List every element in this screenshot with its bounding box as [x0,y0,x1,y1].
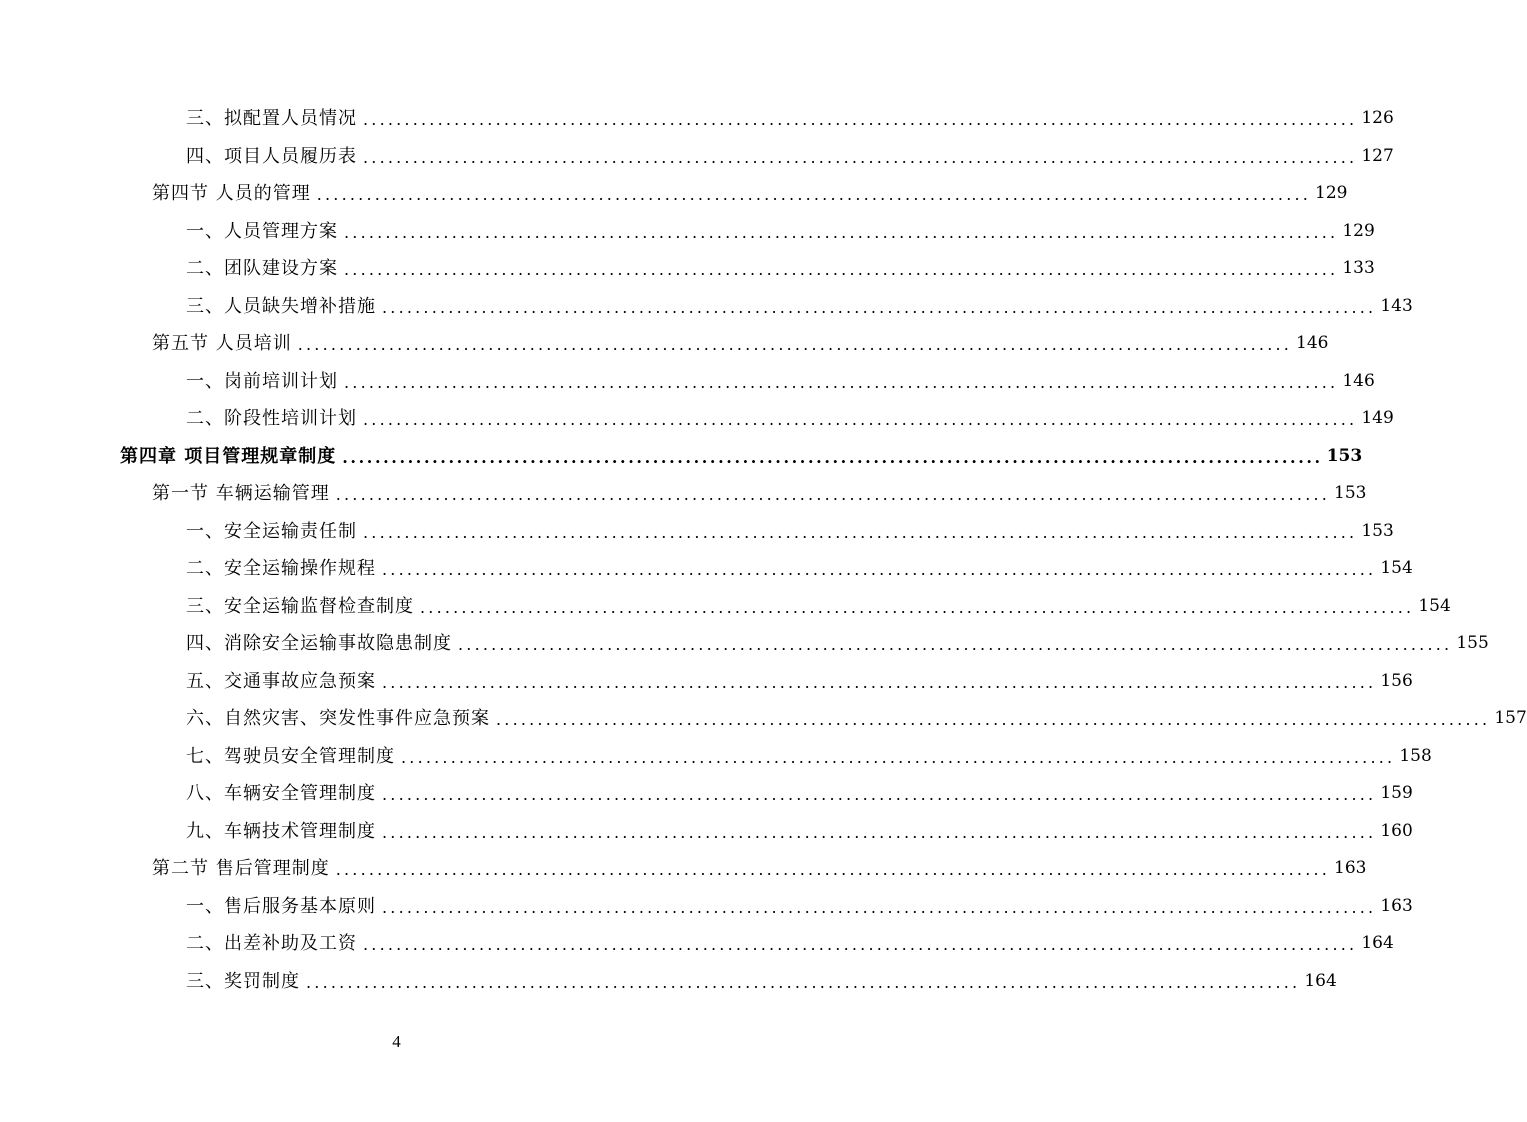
toc-entry-page: 133 [1342,258,1375,278]
toc-entry-title: 一、人员管理方案 [186,220,338,242]
toc-dot-leader: ........................................................................................................................ [297,335,1293,354]
toc-dot-leader: ........................................................................................................................ [363,522,1358,542]
toc-dot-leader: ........................................................................................................................ [382,672,1377,692]
toc-entry[interactable] [186,963,1337,1000]
toc-entry-page: 159 [1380,783,1413,803]
toc-entry-title: 六、自然灾害、突发性事件应急预案 [186,708,490,729]
toc-entry-title: 二、团队建设方案 [186,258,338,279]
toc-entry[interactable] [152,850,1367,887]
toc-entry-page: 153 [1334,483,1367,503]
toc-chapter-entry[interactable] [120,438,1363,475]
toc-entry-page: 143 [1380,295,1413,316]
toc-entry-title: 五、交通事故应急预案 [186,670,376,692]
toc-entry-page: 129 [1315,183,1348,203]
toc-entry-page: 154 [1380,558,1413,578]
toc-entry[interactable] [186,250,1375,287]
page-number: 4 [392,1032,401,1051]
toc-entry-title: 九、车辆技术管理制度 [186,820,376,842]
toc-dot-leader: ........................................................................................................................ [382,560,1377,579]
toc-dot-leader: ........................................................................................................................ [363,410,1358,429]
toc-dot-leader: ........................................................................................................................ [363,935,1358,954]
toc-entry-title: 四、项目人员履历表 [186,145,357,167]
toc-entry[interactable] [186,775,1413,812]
toc-entry-title: 三、奖罚制度 [186,970,300,992]
toc-entry-page: 155 [1456,633,1489,653]
toc-entry-title: 一、岗前培训计划 [186,370,338,392]
toc-dot-leader: ........................................................................................................................ [342,447,1323,467]
toc-entry-page: 146 [1296,333,1329,353]
toc-entry[interactable] [152,175,1348,212]
toc-entry-title: 二、阶段性培训计划 [186,408,357,429]
toc-entry[interactable] [186,138,1394,175]
toc-entry[interactable] [186,625,1489,662]
toc-dot-leader: ........................................................................................................................ [335,485,1331,504]
toc-entry-page: 158 [1399,745,1432,766]
toc-entry[interactable] [152,475,1367,512]
toc-entry[interactable] [186,100,1394,137]
toc-entry-page: 146 [1342,370,1375,391]
toc-entry[interactable] [186,400,1394,437]
toc-entry-page: 160 [1380,820,1413,841]
toc-dot-leader: ........................................................................................................................ [458,635,1453,654]
toc-dot-leader: ........................................................................................................................ [344,372,1339,392]
toc-entry[interactable] [186,550,1413,587]
toc-dot-leader: ........................................................................................................................ [344,260,1339,279]
toc-entry[interactable] [186,588,1451,625]
toc-entry-title: 一、安全运输责任制 [186,520,357,542]
toc-entry-title: 第一节 车辆运输管理 [152,483,330,504]
toc-entry-page: 163 [1380,895,1413,916]
toc-dot-leader: ........................................................................................................................ [496,710,1491,729]
toc-entry-title: 三、安全运输监督检查制度 [186,595,414,617]
toc-entry-page: 154 [1418,595,1451,616]
toc-entry-title: 第五节 人员培训 [152,333,292,354]
toc-entry-page: 153 [1361,520,1394,541]
toc-entry-title: 七、驾驶员安全管理制度 [186,745,395,767]
toc-entry[interactable] [152,325,1329,362]
toc-dot-leader: ........................................................................................................................ [344,222,1339,242]
toc-entry-title: 一、售后服务基本原则 [186,895,376,917]
toc-dot-leader: ........................................................................................................................ [335,860,1331,879]
toc-entry-page: 163 [1334,858,1367,878]
toc-entry[interactable] [186,813,1413,850]
toc-entry[interactable] [186,925,1394,962]
toc-dot-leader: ........................................................................................................................ [316,185,1312,204]
toc-entry-title: 八、车辆安全管理制度 [186,783,376,804]
toc-entry-title: 二、出差补助及工资 [186,933,357,954]
toc-entry[interactable] [186,700,1527,737]
toc-entry[interactable] [186,663,1413,700]
toc-entry[interactable] [186,288,1413,325]
toc-entry-page: 149 [1361,408,1394,428]
toc-entry[interactable] [186,738,1432,775]
toc-dot-leader: ........................................................................................................................ [382,822,1377,842]
toc-entry-title: 三、人员缺失增补措施 [186,295,376,317]
toc-dot-leader: ........................................................................................................................ [306,972,1301,992]
toc-entry-title: 第四章 项目管理规章制度 [120,445,337,467]
toc-dot-leader: ........................................................................................................................ [363,147,1358,167]
toc-entry-page: 164 [1304,970,1337,991]
toc-dot-leader: ........................................................................................................................ [401,747,1396,767]
toc-entry-title: 二、安全运输操作规程 [186,558,376,579]
toc-dot-leader: ........................................................................................................................ [420,597,1415,617]
toc-entry-title: 四、消除安全运输事故隐患制度 [186,633,452,654]
toc-dot-leader: ........................................................................................................................ [363,110,1358,129]
toc-entry-page: 156 [1380,670,1413,691]
toc-entry[interactable] [186,213,1375,250]
toc-entry[interactable] [186,363,1375,400]
toc-entry-page: 127 [1361,145,1394,166]
toc-dot-leader: ........................................................................................................................ [382,297,1377,317]
toc-entry-title: 第四节 人员的管理 [152,183,311,204]
toc-dot-leader: ........................................................................................................................ [382,897,1377,917]
toc-entry-title: 三、拟配置人员情况 [186,108,357,129]
toc-entry-page: 164 [1361,933,1394,953]
toc-entry-page: 129 [1342,220,1375,241]
toc-entry[interactable] [186,888,1413,925]
toc-entry-page: 153 [1326,445,1363,466]
toc-entry[interactable] [186,513,1394,550]
toc-dot-leader: ........................................................................................................................ [382,785,1377,804]
toc-entry-title: 第二节 售后管理制度 [152,858,330,879]
toc-entry-page: 157 [1494,708,1527,728]
toc-entry-page: 126 [1361,108,1394,128]
